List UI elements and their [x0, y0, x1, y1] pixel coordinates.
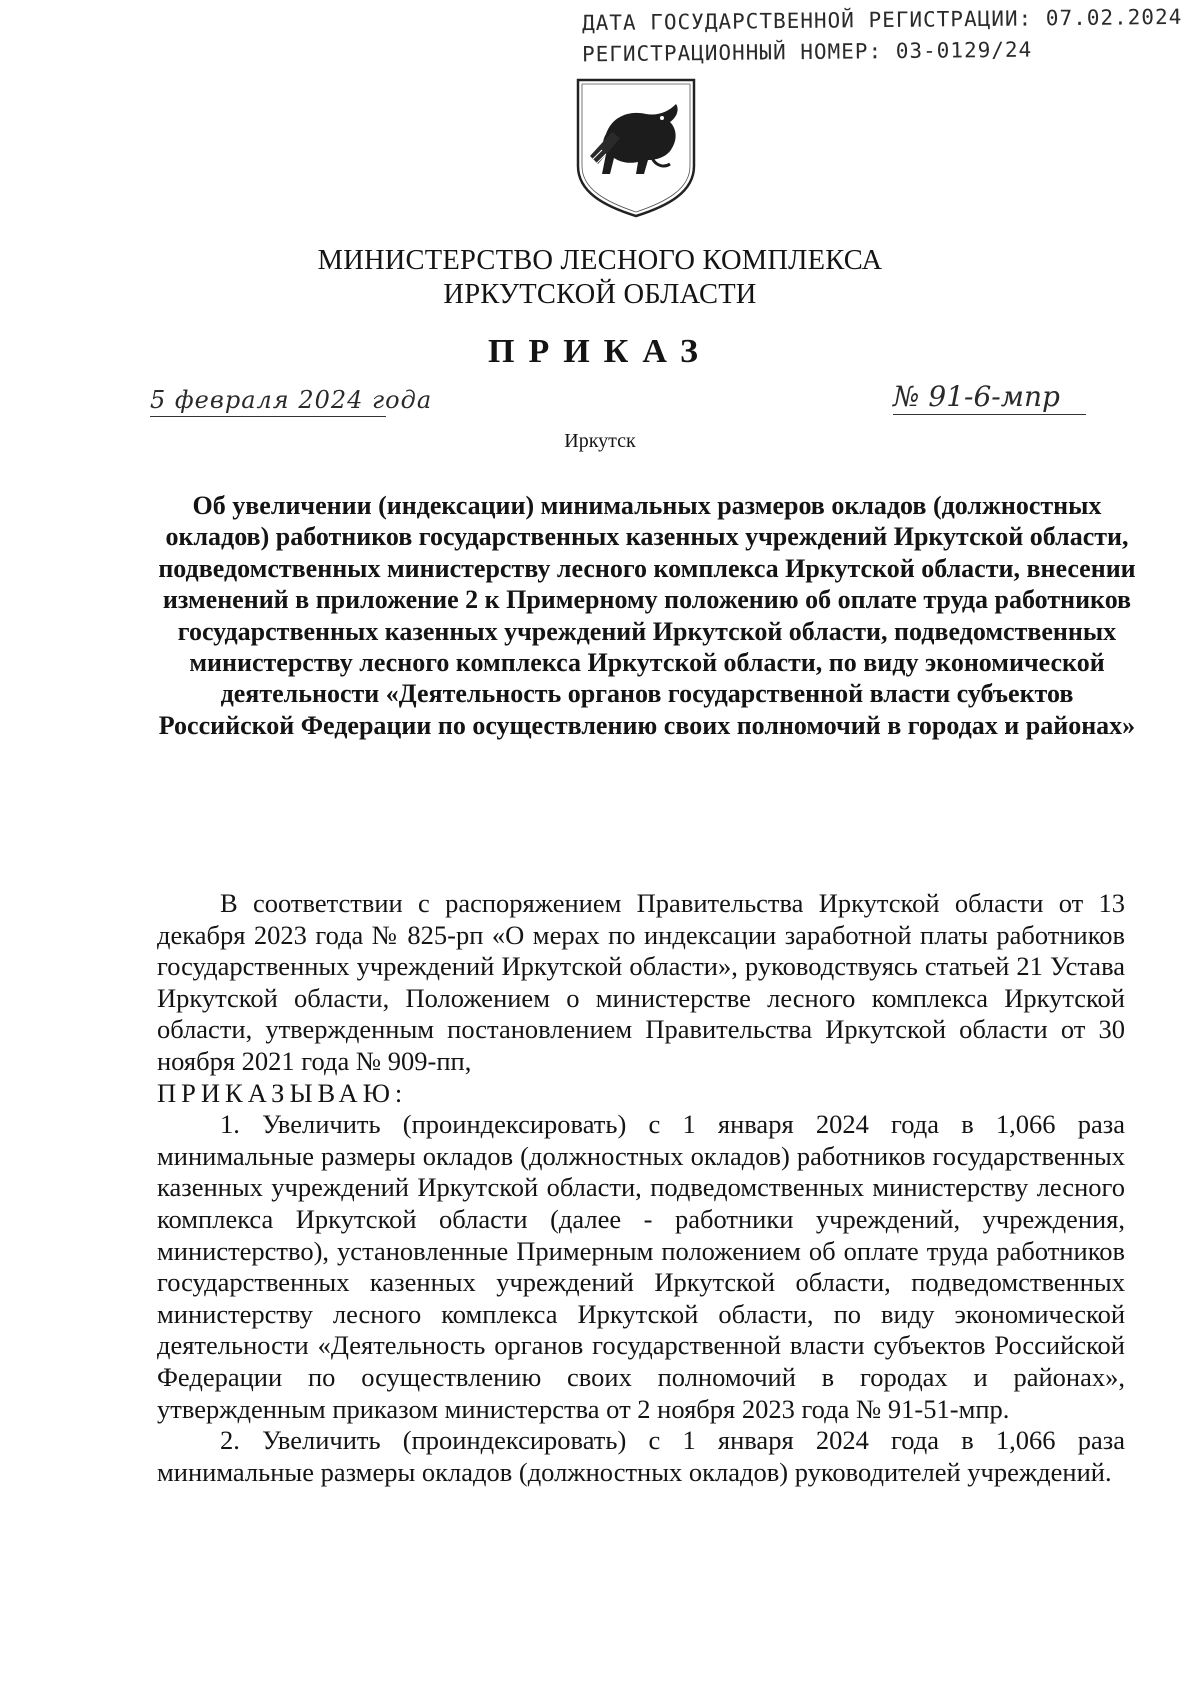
city: Иркутск — [564, 430, 636, 452]
registration-number-stamp: РЕГИСТРАЦИОННЫЙ НОМЕР: 03-0129/24 — [581, 37, 1033, 67]
document-type: ПРИКАЗ — [488, 333, 712, 370]
order-date: 5 февраля 2024 года — [150, 386, 433, 414]
order-item-1: 1. Увеличить (проиндексировать) с 1 января 2024 года в 1,066 раза минимальные размеры окладов (должностных окладов) работников государственных казенных учреждений Иркутской области, подведомственных министерству лесного комплекса Иркутской области (далее - работники учреждений, учреждения, министерство), установленные Примерным положением об оплате труда работников государственных казенных учреждений Иркутской области, подведомственных министерству лесного комплекса Иркутской области, по виду экономической деятельности «Деятельность органов государственной власти субъектов Российской Федерации по осуществлению своих полномочий в городах и районах», утвержденным приказом министерства от 2 ноября 2023 года № 91-51-мпр. — [157, 1109, 1125, 1424]
registration-date-stamp: ДАТА ГОСУДАРСТВЕННОЙ РЕГИСТРАЦИИ: 07.02.2024 — [581, 4, 1183, 36]
ministry-name-line1: МИНИСТЕРСТВО ЛЕСНОГО КОМПЛЕКСА — [317, 245, 883, 276]
preamble-paragraph: В соответствии с распоряжением Правительства Иркутской области от 13 декабря 2023 года № 825-рп «О мерах по индексации заработной платы работников государственных учреждений Иркутской области», руководствуясь статьей 21 Устава Иркутской области, Положением о министерстве лесного комплекса Иркутской области, утвержденным постановлением Правительства Иркутской области от 30 ноября 2021 года № 909-пп, — [157, 888, 1125, 1076]
order-date-underline — [150, 416, 386, 417]
document-title: Об увеличении (индексации) минимальных размеров окладов (должностных окладов) работников государственных казенных учреждений Иркутской области, подведомственных министерству лесного комплекса Иркутской области, внесении изменений в приложение 2 к Примерному положению об оплате труда работников государственных казенных учреждений Иркутской области, подведомственных министерству лесного комплекса Иркутской области, по виду экономической деятельности «Деятельность органов государственной власти субъектов Российской Федерации по осуществлению своих полномочий в городах и районах» — [158, 491, 1136, 740]
order-word: ПРИКАЗЫВАЮ: — [157, 1077, 408, 1108]
order-number: № 91-6-мпр — [893, 380, 1060, 413]
ministry-name-line2: ИРКУТСКОЙ ОБЛАСТИ — [443, 279, 757, 310]
order-item-2: 2. Увеличить (проиндексировать) с 1 января 2024 года в 1,066 раза минимальные размеры окладов (должностных окладов) руководителей учреждений. — [157, 1425, 1125, 1487]
coat-of-arms-icon — [572, 74, 700, 220]
ministry-name — [0, 244, 1200, 312]
document-body — [157, 888, 1125, 1488]
order-number-underline — [893, 414, 1086, 415]
